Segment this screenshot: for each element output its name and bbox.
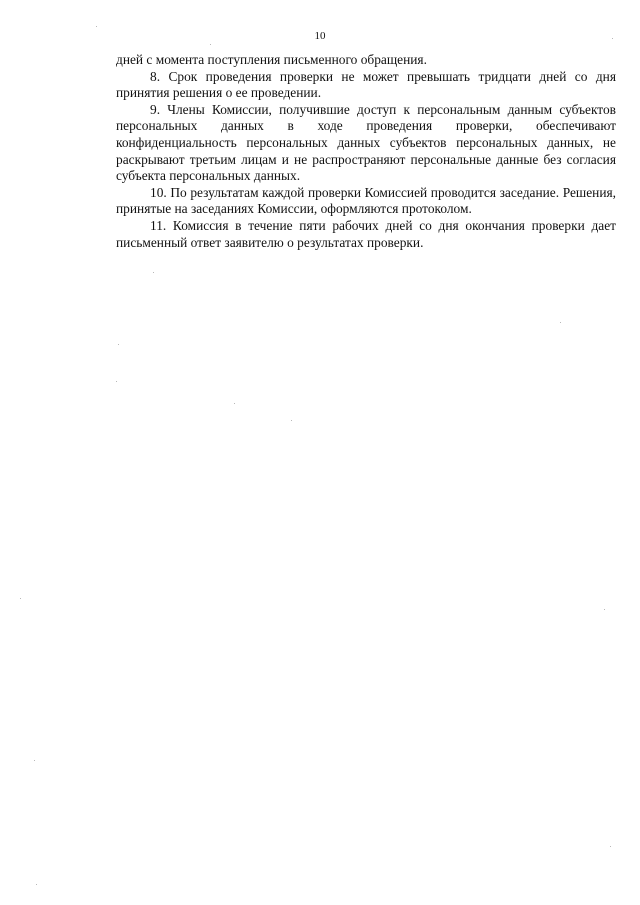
page-number: 10 <box>314 30 326 42</box>
scan-speck <box>118 344 119 345</box>
scan-speck <box>604 609 605 610</box>
scan-speck <box>153 272 154 273</box>
scan-speck <box>612 38 613 39</box>
scan-speck <box>20 598 21 599</box>
scan-speck <box>210 44 211 45</box>
scan-speck <box>34 760 35 761</box>
scan-speck <box>610 846 611 847</box>
document-body <box>116 52 616 251</box>
paragraph-item-11: 11. Комиссия в течение пяти рабочих дней со дня окончания проверки дает письменный ответ заявителю о результатах проверки. <box>116 217 616 250</box>
paragraph-item-9: 9. Члены Комиссии, получившие доступ к персональным данным субъектов персональных данных в ходе проведения проверки, обеспечивают конфиденциальность персональных данных субъектов персональных данных, не раскрывают третьим лицам и не распространяют персональные данные без согласия субъекта персональных данных. <box>116 101 616 184</box>
paragraph-continuation: дней с момента поступления письменного обращения. <box>116 52 427 67</box>
scan-speck <box>36 884 37 885</box>
scan-speck <box>96 26 97 27</box>
paragraph-item-10: 10. По результатам каждой проверки Комиссией проводится заседание. Решения, принятые на заседаниях Комиссии, оформляются протоколом. <box>116 184 616 217</box>
scan-speck <box>291 420 292 421</box>
paragraph-item-8: 8. Срок проведения проверки не может превышать тридцати дней со дня принятия решения о ее проведении. <box>116 68 616 101</box>
scan-speck <box>234 403 235 404</box>
scan-speck <box>116 381 117 382</box>
scan-speck <box>560 322 561 323</box>
